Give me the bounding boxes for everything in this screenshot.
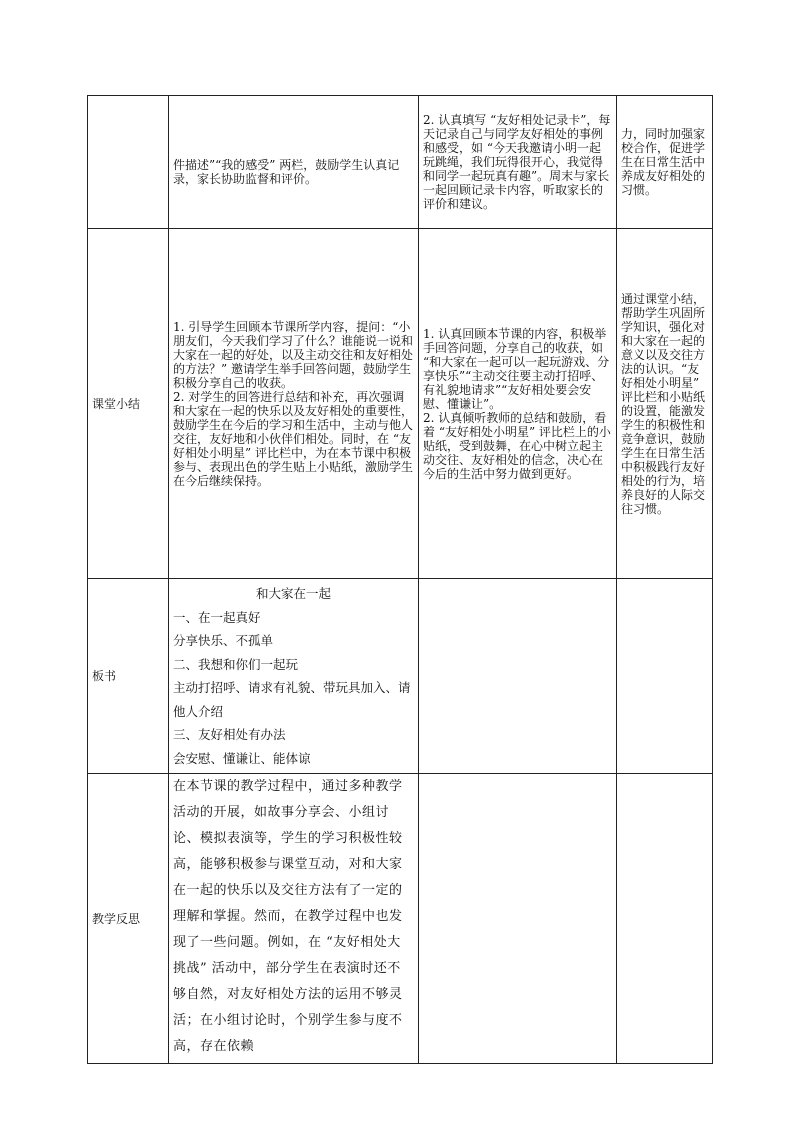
reflection-empty-cell <box>617 774 713 1064</box>
board-title: 和大家在一起 <box>255 586 331 601</box>
lesson-plan-table <box>87 95 713 1064</box>
summary-teacher-step-1: 1. 引导学生回顾本节课所学内容，提问：“小朋友们，今天我们学习了什么？谁能说一说和大家在一起的好处，以及主动交往和友好相处的方法？” 邀请学生举手回答问题，鼓励学生积极分享自己的收获。 <box>173 319 414 390</box>
reflection-empty-cell <box>419 774 617 1064</box>
summary-student-step-2: 2. 认真倾听教师的总结和鼓励，看着 “友好相处小明星” 评比栏上的小贴纸，受到鼓舞，在心中树立起主动交往、友好相处的信念，决心在今后的生活中努力做到更好。 <box>423 410 611 481</box>
board-line: 会安慰、懂谦让、能体谅 <box>173 750 311 766</box>
reflection-label: 教学反思 <box>92 911 141 926</box>
board-label: 板书 <box>92 669 117 683</box>
continued-teacher-cell <box>169 96 419 229</box>
continued-intent-cell <box>617 96 713 229</box>
continued-student-cell <box>419 96 617 229</box>
board-line: 主动打招呼、请求有礼貌、带玩具加入、请他人介绍 <box>173 680 411 719</box>
summary-intent-cell <box>617 229 713 579</box>
summary-intent-text: 通过课堂小结，帮助学生巩固所学知识，强化对和大家在一起的意义以及交往方法的认识。“友好相处小明星” 评比栏和小贴纸的设置，能激发学生的积极性和竞争意识，鼓励学生在日常生活中积极践行友好相处的行为，培养良好的人际交往习惯。 <box>621 291 706 516</box>
table-row-board <box>88 579 713 774</box>
reflection-content-cell <box>169 774 419 1064</box>
board-line: 一、在一起真好 <box>173 609 261 625</box>
summary-student-step-1: 1. 认真回顾本节课的内容，积极举手回答问题，分享自己的收获，如 “和大家在一起可以一起玩游戏、分享快乐”“主动交往要主动打招呼、有礼貌地请求”“友好相处要会安慰、懂谦让”。 <box>423 326 610 411</box>
table-row-summary <box>88 229 713 579</box>
continued-label-cell <box>88 96 169 229</box>
board-content-cell <box>169 579 419 774</box>
continued-student-text: 2. 认真填写 “友好相处记录卡”，每天记录自己与同学友好相处的事例和感受，如 “今天我邀请小明一起玩跳绳，我们玩得很开心，我觉得和同学一起玩真有趣”。周末与家长一起回顾记录卡内容，听取家长的评价和建议。 <box>423 113 611 211</box>
summary-teacher-cell <box>169 229 419 579</box>
summary-teacher-step-2: 2. 对学生的回答进行总结和补充，再次强调和大家在一起的快乐以及友好相处的重要性，鼓励学生在今后的学习和生活中，主动与他人交往，友好地和小伙伴们相处。同时，在 “友好相处小明星” 评比栏中，为在本节课中积极参与、表现出色的学生贴上小贴纸，激励学生在今后继续保持。 <box>173 389 414 488</box>
reflection-label-cell <box>88 774 169 1064</box>
board-line: 三、友好相处有办法 <box>173 727 286 742</box>
board-line: 二、我想和你们一起玩 <box>173 656 299 672</box>
table-row-continued <box>88 96 713 229</box>
board-empty-cell <box>617 579 713 774</box>
summary-label-cell <box>88 229 169 579</box>
board-label-cell <box>88 579 169 774</box>
continued-intent-text: 力，同时加强家校合作，促进学生在日常生活中养成友好相处的习惯。 <box>621 127 706 197</box>
summary-label: 课堂小结 <box>92 396 141 411</box>
board-line: 分享快乐、不孤单 <box>173 633 274 648</box>
board-empty-cell <box>419 579 617 774</box>
table-row-reflection <box>88 774 713 1064</box>
reflection-text: 在本节课的教学过程中，通过多种教学活动的开展，如故事分享会、小组讨论、模拟表演等，学生的学习积极性较高，能够积极参与课堂互动，对和大家在一起的快乐以及交往方法有了一定的理解和掌握。然而，在教学过程中也发现了一些问题。例如，在 “友好相处大挑战” 活动中，部分学生在表演时还不够自然，对友好相处方法的运用不够灵活；在小组讨论时，个别学生参与度不高，存在依赖 <box>173 779 403 1054</box>
continued-teacher-text: 件描述”“我的感受” 两栏，鼓励学生认真记录，家长协助监督和评价。 <box>173 158 400 186</box>
summary-student-cell <box>419 229 617 579</box>
